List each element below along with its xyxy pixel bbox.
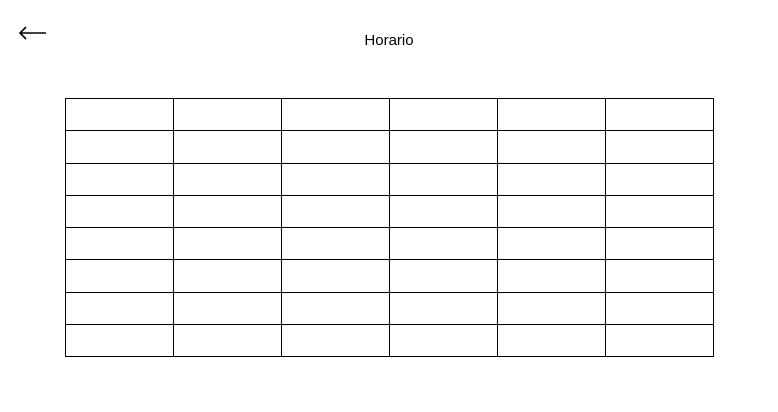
schedule-cell[interactable] [390, 292, 498, 324]
schedule-cell[interactable] [498, 99, 606, 131]
schedule-cell[interactable] [390, 195, 498, 227]
schedule-cell[interactable] [282, 260, 390, 292]
table-row [66, 195, 714, 227]
table-row [66, 228, 714, 260]
table-row [66, 99, 714, 131]
schedule-cell[interactable] [66, 260, 174, 292]
schedule-cell[interactable] [174, 131, 282, 163]
schedule-cell[interactable] [174, 163, 282, 195]
schedule-cell[interactable] [606, 260, 714, 292]
schedule-cell[interactable] [66, 99, 174, 131]
schedule-cell[interactable] [606, 228, 714, 260]
schedule-cell[interactable] [282, 99, 390, 131]
schedule-cell[interactable] [174, 228, 282, 260]
schedule-cell[interactable] [282, 228, 390, 260]
schedule-cell[interactable] [66, 195, 174, 227]
schedule-cell[interactable] [390, 324, 498, 356]
schedule-cell[interactable] [606, 99, 714, 131]
schedule-cell[interactable] [66, 228, 174, 260]
schedule-cell[interactable] [174, 324, 282, 356]
schedule-body [66, 99, 714, 357]
schedule-cell[interactable] [498, 163, 606, 195]
schedule-cell[interactable] [174, 99, 282, 131]
schedule-cell[interactable] [606, 292, 714, 324]
schedule-cell[interactable] [606, 131, 714, 163]
schedule-cell[interactable] [282, 131, 390, 163]
table-row [66, 324, 714, 356]
schedule-cell[interactable] [174, 260, 282, 292]
schedule-cell[interactable] [390, 131, 498, 163]
schedule-cell[interactable] [498, 228, 606, 260]
schedule-cell[interactable] [390, 260, 498, 292]
schedule-cell[interactable] [66, 292, 174, 324]
schedule-cell[interactable] [498, 195, 606, 227]
table-row [66, 260, 714, 292]
table-row [66, 163, 714, 195]
schedule-cell[interactable] [282, 163, 390, 195]
schedule-cell[interactable] [498, 292, 606, 324]
schedule-cell[interactable] [606, 195, 714, 227]
schedule-table [65, 98, 714, 357]
schedule-cell[interactable] [390, 163, 498, 195]
schedule-cell[interactable] [390, 228, 498, 260]
schedule-cell[interactable] [390, 99, 498, 131]
schedule-cell[interactable] [498, 324, 606, 356]
schedule-cell[interactable] [282, 195, 390, 227]
schedule-cell[interactable] [282, 292, 390, 324]
schedule-cell[interactable] [66, 163, 174, 195]
schedule-cell[interactable] [606, 324, 714, 356]
schedule-cell[interactable] [606, 163, 714, 195]
schedule-cell[interactable] [498, 260, 606, 292]
schedule-cell[interactable] [174, 292, 282, 324]
schedule-cell[interactable] [66, 324, 174, 356]
schedule-cell[interactable] [498, 131, 606, 163]
schedule-cell[interactable] [174, 195, 282, 227]
page-title: Horario [364, 32, 414, 49]
table-row [66, 131, 714, 163]
schedule-cell[interactable] [66, 131, 174, 163]
table-row [66, 292, 714, 324]
schedule-cell[interactable] [282, 324, 390, 356]
